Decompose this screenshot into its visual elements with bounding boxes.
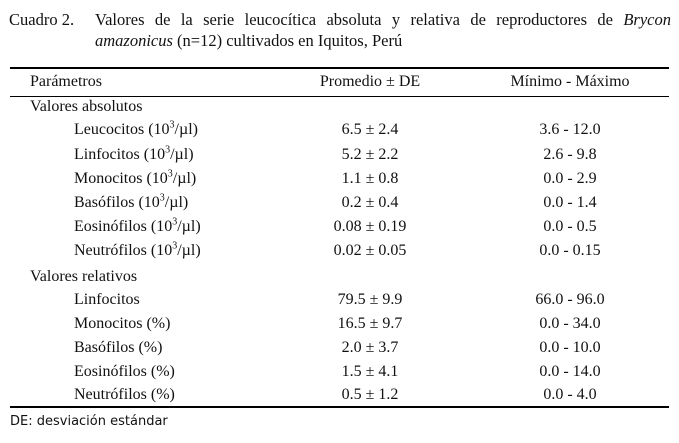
rel-row-3-name: Eosinófilos (%) (74, 363, 175, 380)
rel-row-2-range: 0.0 - 10.0 (539, 339, 601, 356)
rel-row-4-mean: 0.5 ± 1.2 (341, 386, 399, 403)
rel-row-4-name: Neutrófilos (%) (74, 386, 175, 403)
rel-row-0-range: 66.0 - 96.0 (535, 291, 605, 308)
rel-row-4-range: 0.0 - 4.0 (543, 386, 597, 403)
abs-row-1-name: Linfocitos $(10^3/\mu l)$ (74, 144, 194, 163)
rel-row-0-mean: 79.5 ± 9.9 (337, 291, 403, 308)
rel-row-1-name: Monocitos (%) (74, 315, 171, 332)
rel-row-1-range: 0.0 - 34.0 (539, 315, 601, 332)
caption-species: amazonicus (95, 31, 173, 50)
group-absolutos: Valores absolutos (30, 98, 143, 115)
caption-label: Cuadro 2. (9, 10, 75, 29)
abs-row-4-mean: 0.08 ± 0.19 (333, 218, 407, 235)
abs-row-3-mean: 0.2 ± 0.4 (341, 194, 399, 211)
abs-row-2-range: 0.0 - 2.9 (543, 170, 597, 187)
header-parametros: Parámetros (30, 73, 102, 90)
header-promedio: Promedio ± DE (319, 73, 421, 90)
caption-text (95, 9, 671, 30)
abs-row-2-name: Monocitos $(10^3/\mu l)$ (74, 168, 197, 187)
abs-row-5-name: Neutrófilos $(10^3/\mu l)$ (74, 240, 201, 259)
rel-row-0-name: Linfocitos (74, 291, 140, 308)
caption-text-after-italic: (n=12) cultivados en Iquitos, Perú (177, 31, 403, 50)
group-relativos: Valores relativos (30, 268, 138, 285)
footnote: DE: desviación estándar (10, 414, 168, 429)
rel-row-3-mean: 1.5 ± 4.1 (341, 363, 399, 380)
abs-row-3-name: Basófilos $(10^3/\mu l)$ (74, 192, 189, 211)
table-caption (9, 9, 671, 51)
abs-row-0-range: 3.6 - 12.0 (539, 121, 601, 138)
abs-row-0-mean: 6.5 ± 2.4 (341, 121, 399, 138)
abs-row-4-range: 0.0 - 0.5 (543, 218, 597, 235)
rel-row-3-range: 0.0 - 14.0 (539, 363, 601, 380)
rel-row-2-name: Basófilos (%) (74, 339, 163, 356)
abs-row-5-range: 0.0 - 0.15 (539, 242, 601, 259)
abs-row-2-mean: 1.1 ± 0.8 (341, 170, 399, 187)
table-top-rule (10, 67, 669, 69)
rel-row-1-mean: 16.5 ± 9.7 (337, 315, 403, 332)
abs-row-5-mean: 0.02 ± 0.05 (333, 242, 407, 259)
abs-row-3-range: 0.0 - 1.4 (543, 194, 597, 211)
abs-row-1-range: 2.6 - 9.8 (543, 146, 597, 163)
table-bottom-rule (10, 406, 669, 408)
abs-row-4-name: Eosinófilos $(10^3/\mu l)$ (74, 216, 201, 235)
abs-row-0-name: Leucocitos $(10^3/\mu l)$ (74, 119, 198, 138)
rel-row-2-mean: 2.0 ± 3.7 (341, 339, 399, 356)
caption-genus: Brycon (623, 10, 671, 29)
caption-text-before-italic: Valores de la serie leucocítica absoluta y relativa de reproductores de (95, 10, 613, 29)
header-rango: Mínimo - Máximo (510, 73, 630, 90)
abs-row-1-mean: 5.2 ± 2.2 (341, 146, 399, 163)
